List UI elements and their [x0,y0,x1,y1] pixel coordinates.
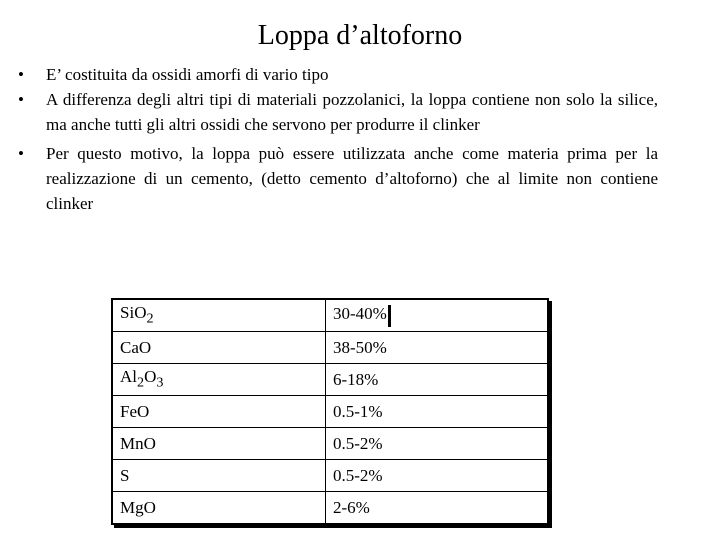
oxide-name-cell [112,364,326,396]
oxide-name-cell [112,428,326,460]
oxide-value: 30-40% [333,304,387,324]
oxide-formula-part: O [137,401,150,421]
oxide-formula-part: Al [120,367,137,387]
oxide-name-cell [112,492,326,525]
oxide-formula-part: Si [120,303,135,323]
oxide-value: 0.5-2% [333,465,383,485]
oxide-value-cell [326,299,549,332]
oxide-formula-part: Mg [120,497,144,517]
oxide-formula-part: O [134,303,147,323]
oxide-composition-table [111,298,549,525]
oxide-value: 6-18% [333,369,379,389]
slide-title: Loppa d’altoforno [257,20,463,51]
bullet-dot-icon: • [18,90,24,109]
table-row [112,428,548,460]
oxide-formula-subscript: 2 [137,374,145,391]
bullet-item [18,62,658,87]
bullet-text: Per questo motivo, la loppa può essere utilizzata anche come materia prima per la realizzazione di un cemento, (detto cemento d’altoforno) che al limite non contiene clinker [46,144,658,213]
table-row [112,492,548,525]
oxide-value-cell [326,492,549,525]
table-row [112,299,548,332]
bullet-text: E’ costituita da ossidi amorfi di vario tipo [46,65,329,84]
oxide-name-cell [112,460,326,492]
oxide-formula-subscript: 3 [156,374,164,391]
bullet-dot-icon: • [18,144,24,163]
oxide-formula-part: O [144,367,157,387]
oxide-formula-part: Fe [120,401,137,421]
bullet-item [18,141,658,216]
oxide-name-cell [112,299,326,332]
oxide-value-cell [326,396,549,428]
oxide-name-cell [112,332,326,364]
oxide-value: 0.5-1% [333,401,383,421]
oxide-formula-part: Ca [120,337,139,357]
oxide-formula-part: Mn [120,433,144,453]
bullet-list [18,62,658,216]
oxide-formula-part: O [143,497,156,517]
oxide-formula-subscript: 2 [146,310,154,327]
bullet-text: A differenza degli altri tipi di materiali pozzolanici, la loppa contiene non solo la silice, ma anche tutti gli altri ossidi che servono per produrre il clinker [46,90,658,134]
table-row [112,460,548,492]
oxide-formula-part: O [138,337,152,357]
table-row [112,332,548,364]
bullet-dot-icon: • [18,65,24,84]
oxide-value: 38-50% [333,337,387,357]
oxide-name-cell [112,396,326,428]
text-cursor-icon [388,305,391,327]
oxide-value: 2-6% [333,497,370,517]
table-row [112,396,548,428]
table-row [112,364,548,396]
oxide-value: 0.5-2% [333,433,383,453]
oxide-formula-part: O [143,433,156,453]
oxide-formula-part: S [120,465,130,485]
bullet-item [18,87,658,137]
oxide-value-cell [326,364,549,396]
oxide-value-cell [326,460,549,492]
oxide-value-cell [326,332,549,364]
oxide-value-cell [326,428,549,460]
